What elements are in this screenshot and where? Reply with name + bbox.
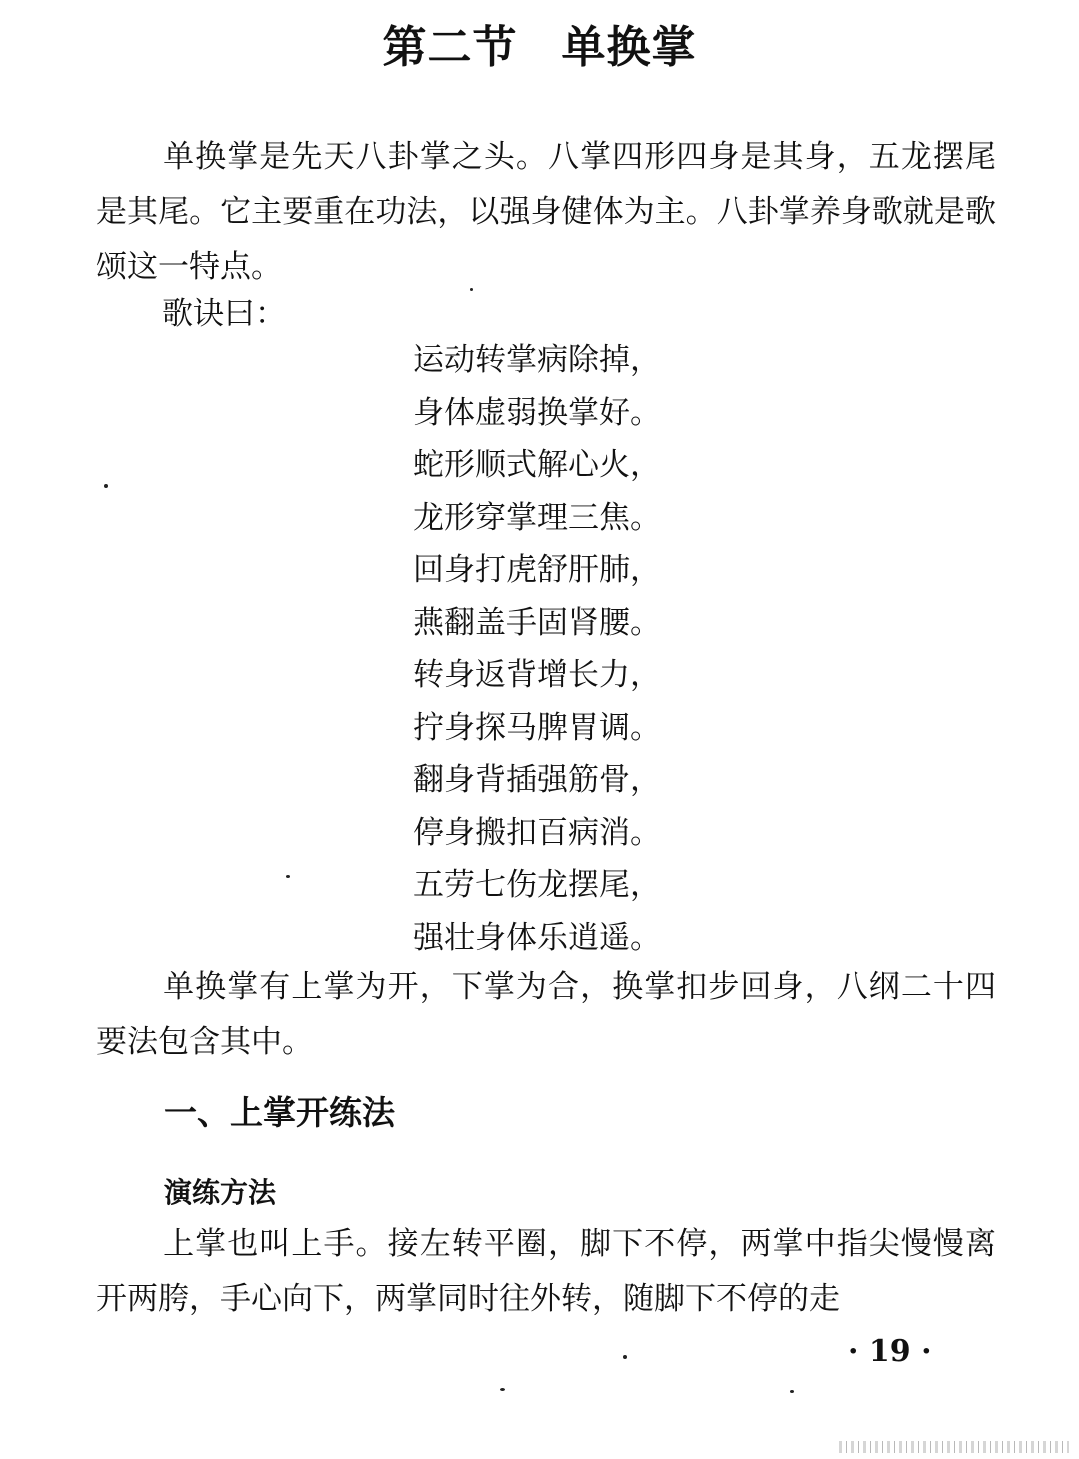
- verse-intro-text: 歌诀曰：: [162, 296, 286, 332]
- verse-line: 停身搬扣百病消。: [413, 814, 661, 851]
- method-paragraph: [96, 1217, 996, 1327]
- sub-heading: 演练方法: [164, 1176, 277, 1209]
- verse-line: 翻身背插强筋骨，: [413, 762, 661, 798]
- verse-line: 转身返背增长力，: [413, 657, 661, 693]
- summary-paragraph: [96, 960, 996, 1070]
- scan-edge-artifact: [839, 1441, 1069, 1453]
- intro-paragraph-text: 单换掌是先天八卦掌之头。八掌四形四身是其身，五龙摆尾是其尾。它主要重在功法，以强身健体为主。八卦掌养身歌就是歌颂这一特点。: [96, 139, 996, 285]
- scan-speck: [790, 1390, 794, 1393]
- verse-line: 龙形穿掌理三焦。: [413, 499, 661, 536]
- page-number: · 19 ·: [848, 1334, 932, 1369]
- scan-speck: [104, 484, 108, 488]
- scan-speck: [623, 1355, 627, 1359]
- verse-line: 五劳七伤龙摆尾，: [413, 867, 661, 903]
- summary-paragraph-text: 单换掌有上掌为开，下掌为合，换掌扣步回身，八纲二十四要法包含其中。: [96, 969, 996, 1060]
- intro-paragraph: [96, 130, 996, 295]
- verse-line: 燕翻盖手固肾腰。: [413, 604, 661, 641]
- scan-speck: [500, 1388, 505, 1391]
- scan-speck: [286, 875, 290, 878]
- verse-line: 拧身探马脾胃调。: [413, 709, 661, 746]
- method-paragraph-text: 上掌也叫上手。接左转平圈，脚下不停，两掌中指尖慢慢离开两胯，手心向下，两掌同时往外转，随脚下不停的走: [96, 1226, 996, 1317]
- verse-line: 回身打虎舒肝肺，: [413, 552, 661, 588]
- chapter-number: 第二节: [382, 22, 518, 73]
- chapter-name: 单换掌: [561, 22, 697, 73]
- verse-line: 运动转掌病除掉，: [413, 342, 661, 378]
- verse-line: 蛇形顺式解心火，: [413, 447, 661, 483]
- scan-speck: [470, 288, 473, 291]
- verse: [413, 334, 661, 964]
- verse-line: 强壮身体乐逍遥。: [413, 919, 661, 956]
- section-heading: 一、上掌开练法: [164, 1093, 395, 1132]
- chapter-title: [0, 18, 1079, 78]
- verse-line: 身体虚弱换掌好。: [413, 394, 661, 431]
